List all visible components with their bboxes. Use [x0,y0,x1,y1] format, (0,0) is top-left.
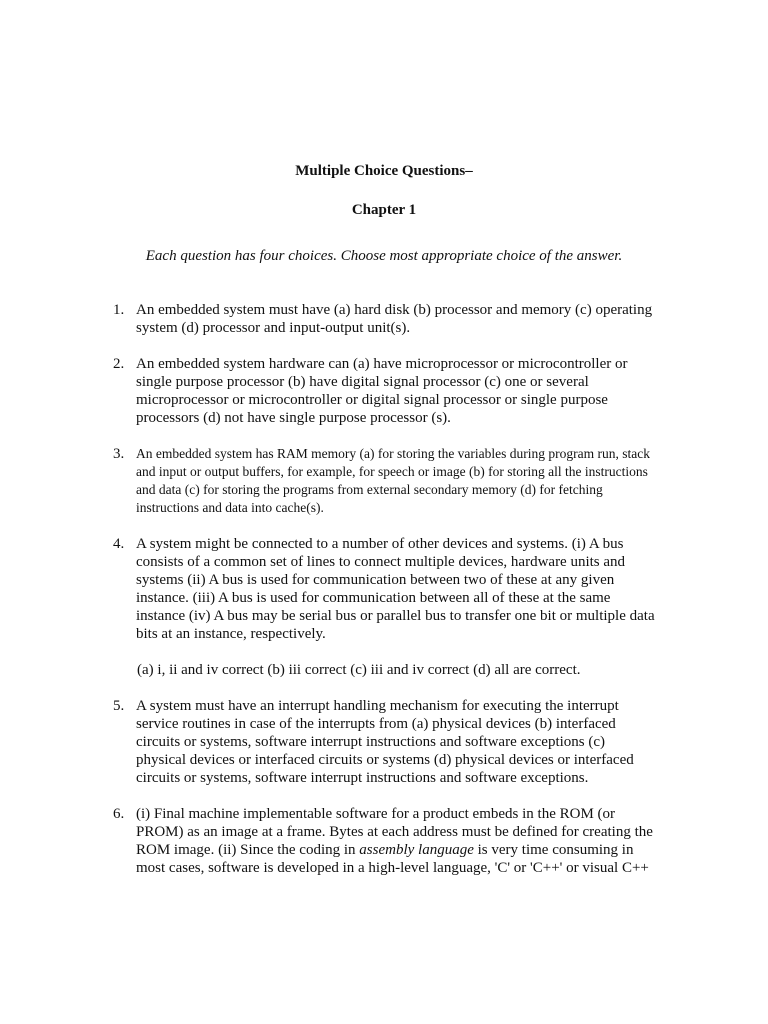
chapter-heading: Chapter 1 [351,202,417,218]
question-text: A system must have an interrupt handling mechanism for executing the interrupt service routines in case of the interrupts from (a) physical devices (b) interfaced circuits or systems, software interrupt instructions and software exceptions (c) physical devices or interfaced circuits or systems (d) physical devices or interfaced circuits or systems, software interrupt instructions and software exceptions. [136,698,634,786]
question-3 [113,445,658,517]
question-6 [113,805,658,877]
question-number: 6. [113,806,125,822]
question-text: An embedded system hardware can (a) have microprocessor or microcontroller or single purpose processor (b) have digital signal processor (c) one or several microprocessor or microcontroller or digital signal processor or single purpose processors (d) not have single purpose processor (s). [136,356,628,426]
question-text: An embedded system must have (a) hard disk (b) processor and memory (c) operating system (d) processor and input-output unit(s). [136,302,653,336]
document-title: Multiple Choice Questions– [295,163,473,179]
question-4 [113,535,658,643]
question-number: 1. [113,302,125,318]
question-number: 5. [113,698,125,714]
question-2 [113,355,658,427]
question-number: 3. [113,446,125,462]
question-text: A system might be connected to a number of other devices and systems. (i) A bus consists of a common set of lines to connect multiple devices, hardware units and systems (ii) A bus is used for communication between two of these at any given instance. (iii) A bus is used for communication between all of these at the same instance (iv) A bus may be serial bus or parallel bus to transfer one bit or multiple data bits at an instance, respectively. [136,536,655,642]
question-text [136,805,658,877]
question-5 [113,697,658,787]
instructions-text: Each question has four choices. Choose most appropriate choice of the answer. [145,248,623,264]
question-text-part: (i) Final machine implementable software for a product embeds in the ROM (or PROM) as an image at a frame. Bytes at each address must be defined for creating the ROM image. (ii) Since the coding in [136,806,653,858]
question-number: 2. [113,356,125,372]
question-number: 4. [113,536,125,552]
question-text-part: is very time consuming in most cases, software is developed in a high-level language, 'C' or 'C++' or visual C++ [136,842,649,876]
italic-term: assembly language [359,842,474,858]
question-1 [113,301,658,337]
question-4-options: (a) i, ii and iv correct (b) iii correct (c) iii and iv correct (d) all are correct. [137,662,581,678]
question-text: An embedded system has RAM memory (a) for storing the variables during program run, stack and input or output buffers, for example, for speech or image (b) for storing all the instructions and data (c) for storing the programs from external secondary memory (d) for fetching instructions and data into cache(s). [136,446,651,515]
